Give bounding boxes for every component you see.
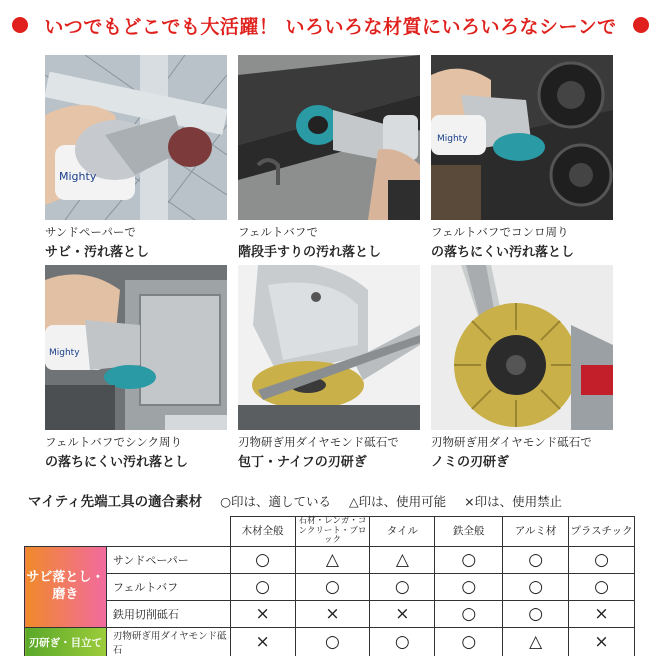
table-header: 木材全般 bbox=[230, 517, 295, 547]
photo-2-caption-line2: 階段手すりの汚れ落とし bbox=[238, 245, 382, 260]
tool-name: フェルトバフ bbox=[106, 574, 230, 601]
table-header: アルミ材 bbox=[503, 517, 569, 547]
photo-card-5 bbox=[238, 265, 420, 470]
tool-brand-text: Mighty bbox=[59, 170, 97, 183]
tool-name: 刃物研ぎ用ダイヤモンド砥石 bbox=[106, 628, 230, 656]
table-cell: × bbox=[230, 628, 295, 656]
photo-sink bbox=[45, 265, 227, 430]
table-row bbox=[25, 601, 635, 628]
photo-card-6 bbox=[431, 265, 613, 470]
table-cell: ○ bbox=[503, 574, 569, 601]
table-header: 鉄全般 bbox=[435, 517, 503, 547]
table-cell: ○ bbox=[503, 547, 569, 574]
table-cell: × bbox=[569, 601, 635, 628]
top-banner bbox=[0, 0, 661, 50]
banner-title: いつでもどこでも大活躍！ いろいろな材質にいろいろなシーンで bbox=[44, 15, 617, 38]
table-cell: ○ bbox=[569, 547, 635, 574]
table-cell: ○ bbox=[230, 574, 295, 601]
material-compatibility-table bbox=[24, 516, 635, 656]
photo-stove bbox=[431, 55, 613, 220]
photo-5-caption-line1: 刃物研ぎ用ダイヤモンド砥石で bbox=[238, 435, 399, 449]
photo-knife bbox=[238, 265, 420, 430]
photo-card-2 bbox=[238, 55, 420, 260]
table-cell: × bbox=[295, 601, 370, 628]
tool-brand-text: Mighty bbox=[437, 134, 468, 144]
photo-6-caption-line1: 刃物研ぎ用ダイヤモンド砥石で bbox=[431, 435, 592, 449]
photo-card-1 bbox=[45, 55, 227, 260]
table-cell: △ bbox=[295, 547, 370, 574]
table-row bbox=[25, 574, 635, 601]
table-cell: ○ bbox=[435, 574, 503, 601]
photo-handrail bbox=[238, 55, 420, 220]
photo-chisel bbox=[431, 265, 613, 430]
photo-1-caption-line2: サビ・汚れ落とし bbox=[45, 245, 150, 260]
table-cell: ○ bbox=[569, 574, 635, 601]
legend-triangle: △印は、使用可能 bbox=[349, 494, 447, 509]
tool-name: サンドペーパー bbox=[106, 547, 230, 574]
category-label: サビ落とし・磨き bbox=[25, 547, 107, 628]
photo-3-caption-line1: フェルトバフでコンロ周り bbox=[431, 225, 569, 239]
photo-3-caption-line2: の落ちにくい汚れ落とし bbox=[431, 245, 575, 260]
category-label: 刃研ぎ・目立て bbox=[25, 628, 107, 656]
table-cell: ○ bbox=[370, 574, 435, 601]
table-cell: ○ bbox=[230, 547, 295, 574]
legend-cross: ×印は、使用禁止 bbox=[464, 494, 563, 509]
table-cell: × bbox=[569, 628, 635, 656]
table-cell: ○ bbox=[435, 601, 503, 628]
table-cell: ○ bbox=[295, 628, 370, 656]
compatibility-legend bbox=[28, 490, 562, 510]
photo-5-caption-line2: 包丁・ナイフの刃研ぎ bbox=[238, 455, 367, 470]
table-header-row bbox=[25, 517, 635, 547]
table-cell: ○ bbox=[435, 628, 503, 656]
photo-rust-removal bbox=[45, 55, 227, 220]
table-header: 石材・レンガ・コンクリート・ブロック bbox=[295, 517, 370, 547]
table-cell: ○ bbox=[370, 628, 435, 656]
legend-title: マイティ先端工具の適合素材 bbox=[28, 494, 203, 510]
table-cell: ○ bbox=[503, 601, 569, 628]
table-cell: × bbox=[230, 601, 295, 628]
photo-1-caption-line1: サンドペーパーで bbox=[45, 225, 136, 239]
tool-name: 鉄用切削砥石 bbox=[106, 601, 230, 628]
table-cell: △ bbox=[503, 628, 569, 656]
table-cell: ○ bbox=[435, 547, 503, 574]
table-row bbox=[25, 547, 635, 574]
table-row bbox=[25, 628, 635, 656]
photo-6-caption-line2: ノミの刃研ぎ bbox=[431, 455, 510, 470]
table-header: プラスチック bbox=[569, 517, 635, 547]
photo-card-4 bbox=[45, 265, 227, 470]
photo-card-3 bbox=[431, 55, 613, 260]
photo-2-caption-line1: フェルトバフで bbox=[238, 225, 319, 239]
table-header: タイル bbox=[370, 517, 435, 547]
red-dot-icon bbox=[12, 17, 28, 33]
red-dot-icon bbox=[633, 17, 649, 33]
table-cell: ○ bbox=[295, 574, 370, 601]
photo-4-caption-line2: の落ちにくい汚れ落とし bbox=[45, 455, 189, 470]
table-cell: △ bbox=[370, 547, 435, 574]
photo-4-caption-line1: フェルトバフでシンク周り bbox=[45, 435, 183, 449]
tool-brand-text: Mighty bbox=[49, 348, 80, 358]
table-cell: × bbox=[370, 601, 435, 628]
legend-circle: ○印は、適している bbox=[220, 494, 332, 509]
